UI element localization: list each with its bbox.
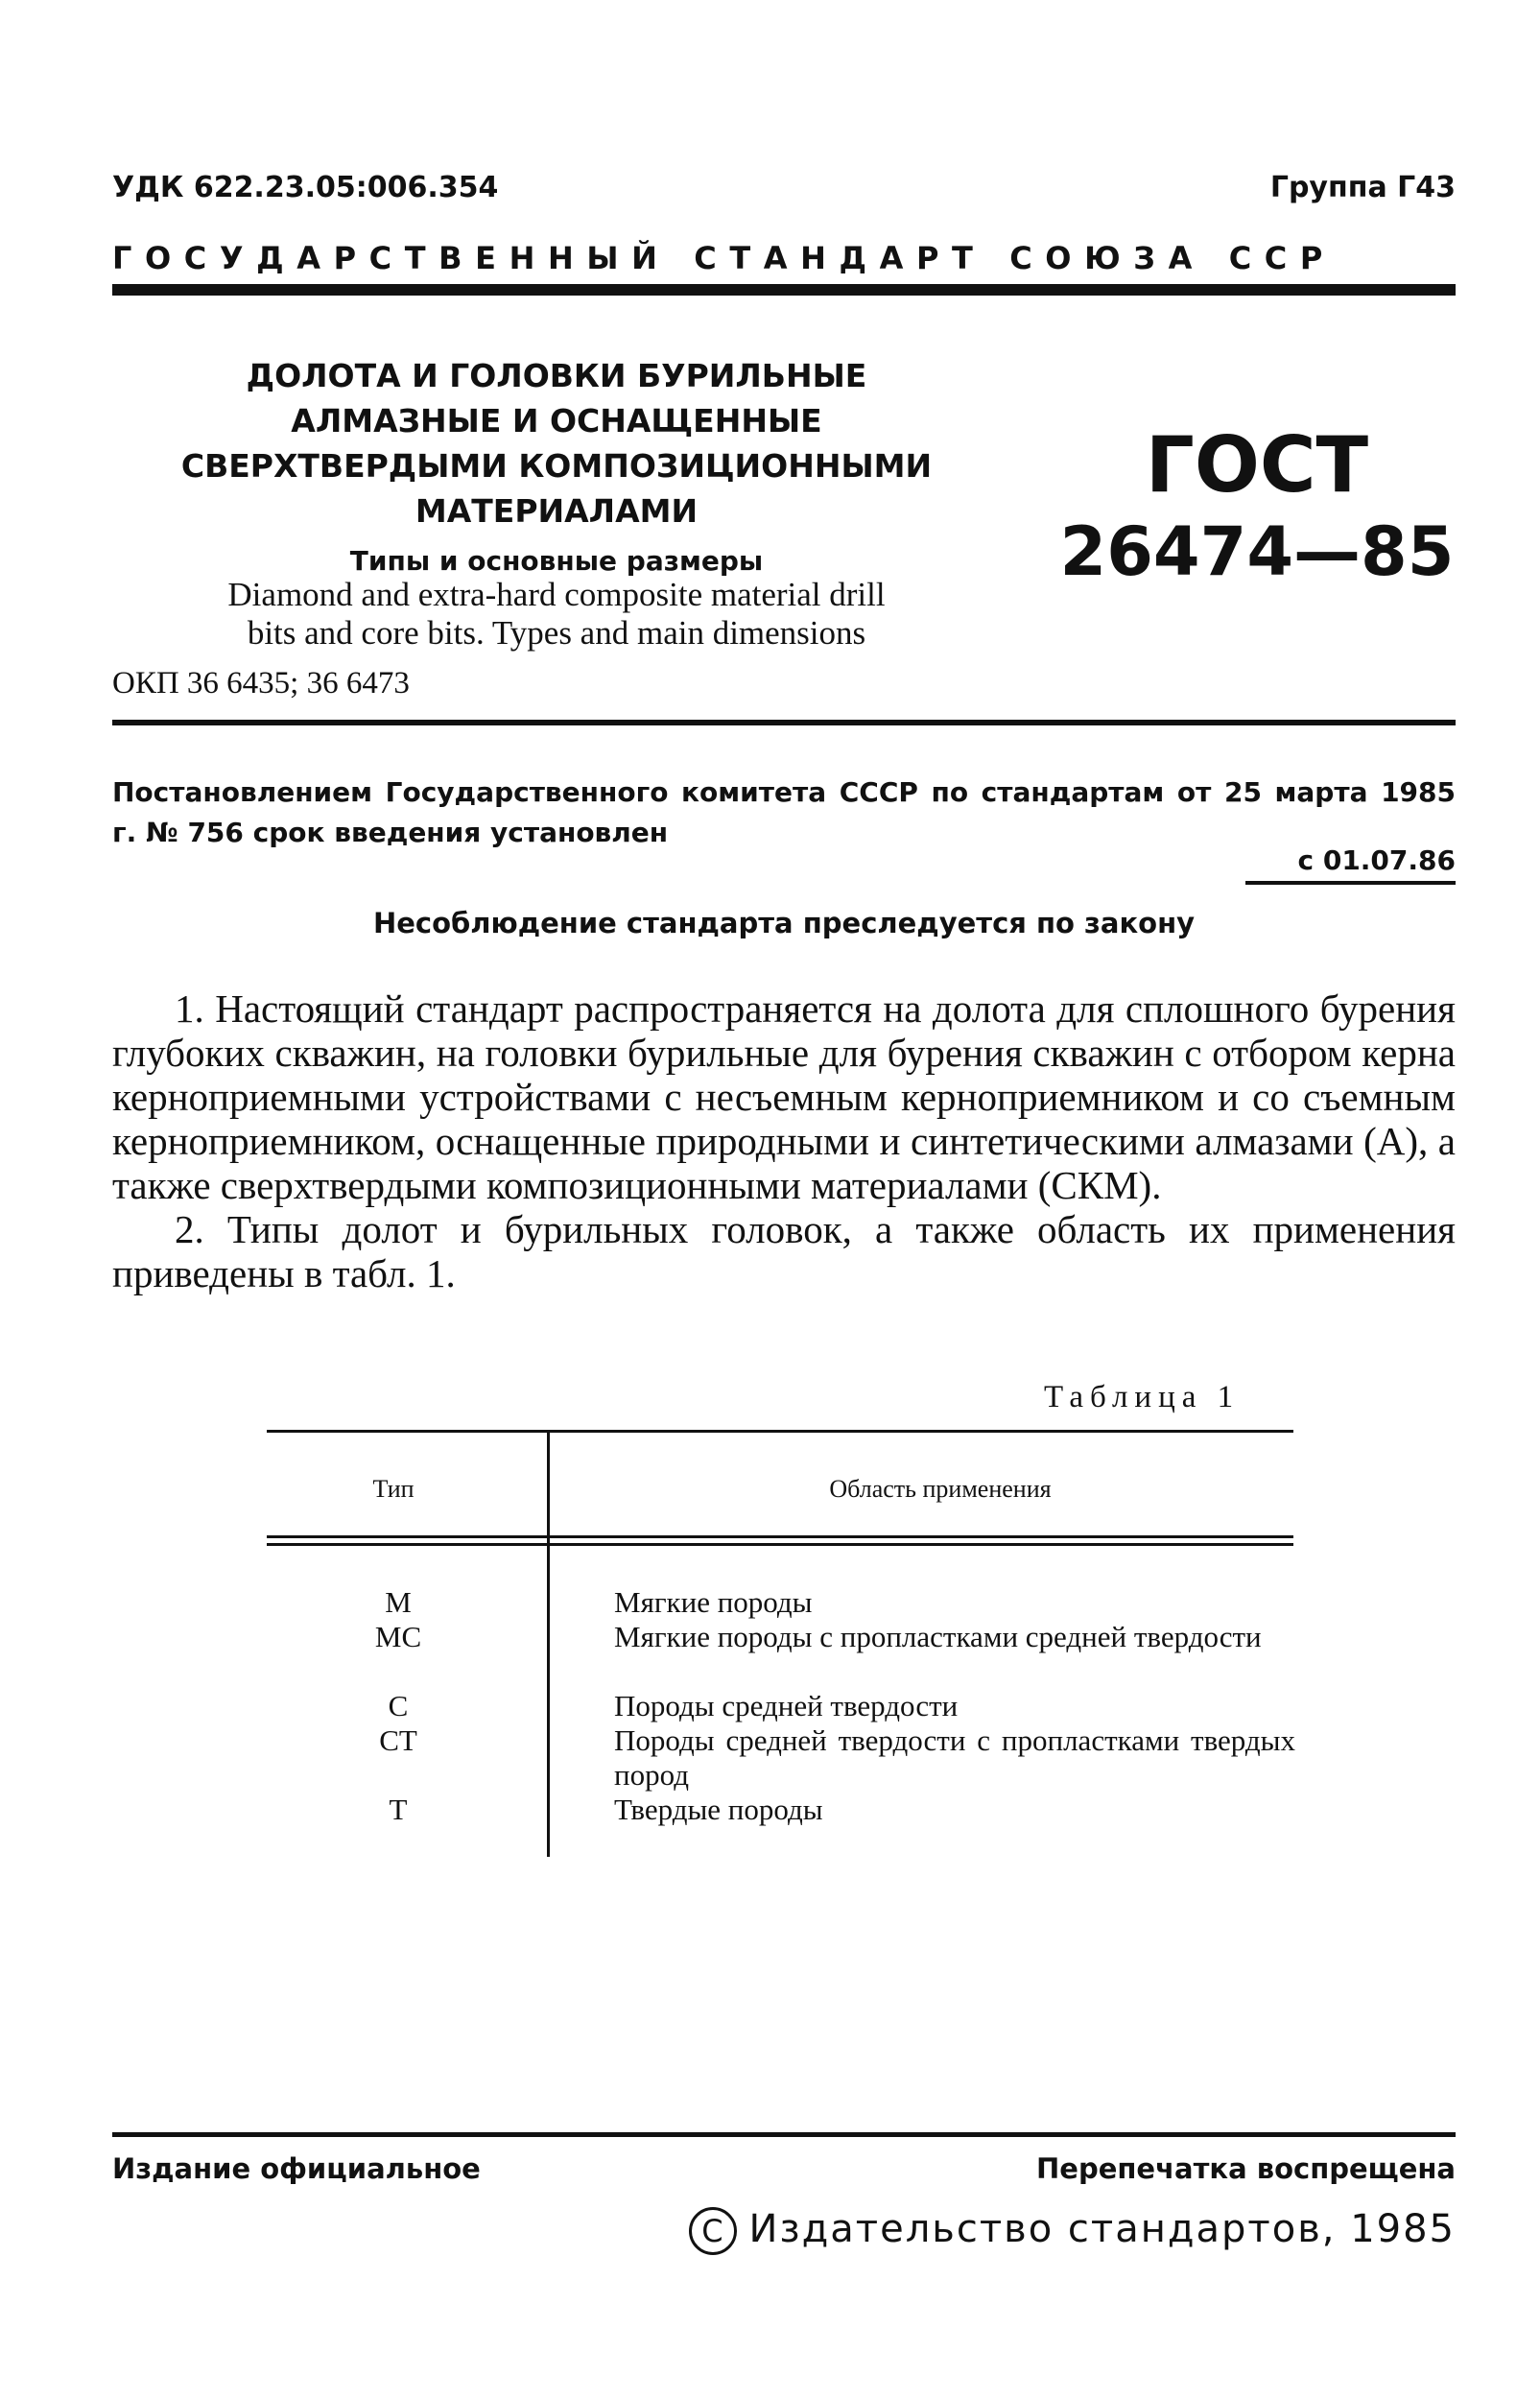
table-row-area: Мягкие породы с пропластками средней твердости: [614, 1620, 1262, 1653]
publisher-line: [689, 2207, 1456, 2255]
copyright-icon: C: [689, 2207, 737, 2255]
document-subtitle: Типы и основные размеры: [349, 545, 764, 577]
table-row-type: М: [385, 1585, 412, 1619]
table-row-area: Породы средней твердости с пропластками твердых пород: [614, 1723, 1295, 1792]
date-underline: [1245, 881, 1456, 885]
table-header-rule-2: [267, 1543, 1293, 1546]
state-standard-title: ГОСУДАРСТВЕННЫЙ СТАНДАРТ СОЮЗА ССР: [112, 240, 1336, 276]
table-row-type: МС: [374, 1620, 422, 1653]
document-title: [134, 353, 979, 585]
publisher-name: Издательство стандартов, 1985: [748, 2207, 1456, 2251]
table-column-divider: [547, 1430, 550, 1857]
paragraph-2: 2. Типы долот и бурильных головок, а также область их применения приведены в табл. 1.: [112, 1207, 1456, 1295]
table-header-area: Область применения: [829, 1475, 1052, 1503]
english-title-line-1: Diamond and extra-hard composite material drill: [227, 576, 886, 613]
gost-number: 26474—85: [1059, 512, 1455, 591]
table-caption: Таблица 1: [1044, 1380, 1241, 1414]
table-row-type: СТ: [379, 1723, 417, 1757]
english-title-line-2: bits and core bits. Types and main dimensions: [247, 614, 866, 652]
gost-label: ГОСТ: [1145, 420, 1369, 510]
body-text: [112, 986, 1456, 1295]
header-rule: [112, 284, 1456, 296]
title-line-4: МАТЕРИАЛАМИ: [415, 492, 699, 530]
table-row-type: С: [388, 1689, 409, 1722]
legal-notice: Несоблюдение стандарта преследуется по закону: [372, 907, 1196, 939]
title-rule: [112, 720, 1456, 725]
effective-date: с 01.07.86: [1297, 844, 1456, 876]
table-row-type: Т: [389, 1793, 408, 1826]
table-row-area: Породы средней твердости: [614, 1689, 959, 1722]
footer-rule: [112, 2132, 1456, 2137]
table-row-area: Мягкие породы: [614, 1585, 813, 1619]
edition-label: Издание официальное: [112, 2152, 481, 2185]
decree-text: Постановлением Государственного комитета СССР по стандартам от 25 марта 1985 г. № 756 срок введения установлен: [112, 776, 1456, 848]
title-line-1: ДОЛОТА И ГОЛОВКИ БУРИЛЬНЫЕ: [246, 357, 867, 394]
table-header-rule-1: [267, 1535, 1293, 1538]
okp-codes: ОКП 36 6435; 36 6473: [112, 666, 410, 701]
title-line-2: АЛМАЗНЫЕ И ОСНАЩЕННЫЕ: [291, 402, 822, 439]
title-line-3: СВЕРХТВЕРДЫМИ КОМПОЗИЦИОННЫМИ: [180, 447, 933, 485]
group-code: Группа Г43: [1269, 171, 1456, 204]
table-header-type: Тип: [372, 1475, 415, 1503]
table-row-area: Твердые породы: [614, 1793, 823, 1826]
table-top-rule: [267, 1430, 1293, 1433]
reprint-notice: Перепечатка воспрещена: [1036, 2152, 1456, 2185]
udk-code: УДК 622.23.05:006.354: [112, 171, 499, 204]
english-title: [134, 576, 979, 653]
paragraph-1: 1. Настоящий стандарт распространяется на долота для сплошного бурения глубоких скважин, на головки бурильные для бурения скважин с отбором керна керноприемными устройствами с несъемным керноприемником и со съемным керноприемником, оснащенные природными и синтетическими алмазами (А), а также сверхтвердыми композиционными материалами (СКМ).: [112, 986, 1456, 1207]
